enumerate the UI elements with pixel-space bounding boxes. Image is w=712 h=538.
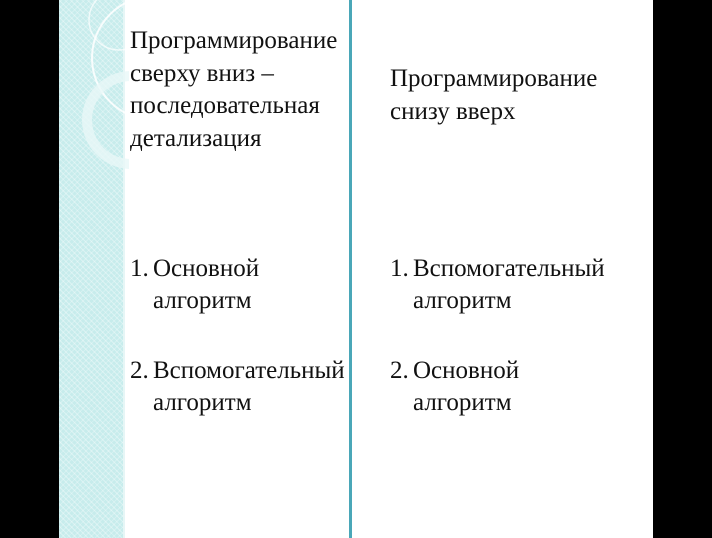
left-heading-line: последовательная bbox=[130, 92, 320, 119]
ring-medium bbox=[87, 76, 129, 164]
list-item bbox=[390, 355, 605, 419]
list-item-number: 1. bbox=[390, 255, 409, 282]
list-item-number: 1. bbox=[130, 255, 149, 282]
left-heading-line: сверху вниз – bbox=[130, 59, 274, 87]
list-item-line: алгоритм bbox=[153, 287, 252, 314]
list-item-line: алгоритм bbox=[413, 389, 512, 416]
left-heading-line: детализация bbox=[130, 124, 262, 152]
left-heading-line: Программирование bbox=[130, 27, 338, 54]
list-item-line: Вспомогательный bbox=[413, 255, 605, 282]
list-item-line: Основной bbox=[153, 255, 260, 282]
right-heading-line: Программирование bbox=[390, 65, 598, 92]
left-column-list bbox=[130, 253, 345, 419]
list-item-line: алгоритм bbox=[153, 389, 252, 416]
column-divider bbox=[349, 0, 352, 538]
right-heading-line: снизу вверх bbox=[390, 97, 516, 125]
list-item bbox=[130, 253, 345, 317]
list-item-line: Вспомогательный bbox=[153, 357, 345, 384]
list-item-number: 2. bbox=[130, 357, 149, 384]
left-column-heading bbox=[130, 25, 337, 155]
list-item-line: Основной bbox=[413, 357, 520, 384]
list-item bbox=[130, 355, 345, 419]
list-item bbox=[390, 253, 605, 317]
slide[interactable] bbox=[59, 0, 653, 538]
list-item-line: алгоритм bbox=[413, 287, 512, 314]
right-column-heading bbox=[390, 63, 597, 128]
right-column-list bbox=[390, 253, 605, 419]
ring-large bbox=[92, 0, 129, 120]
decorative-rings-graphic bbox=[59, 0, 129, 200]
list-item-number: 2. bbox=[390, 357, 409, 384]
